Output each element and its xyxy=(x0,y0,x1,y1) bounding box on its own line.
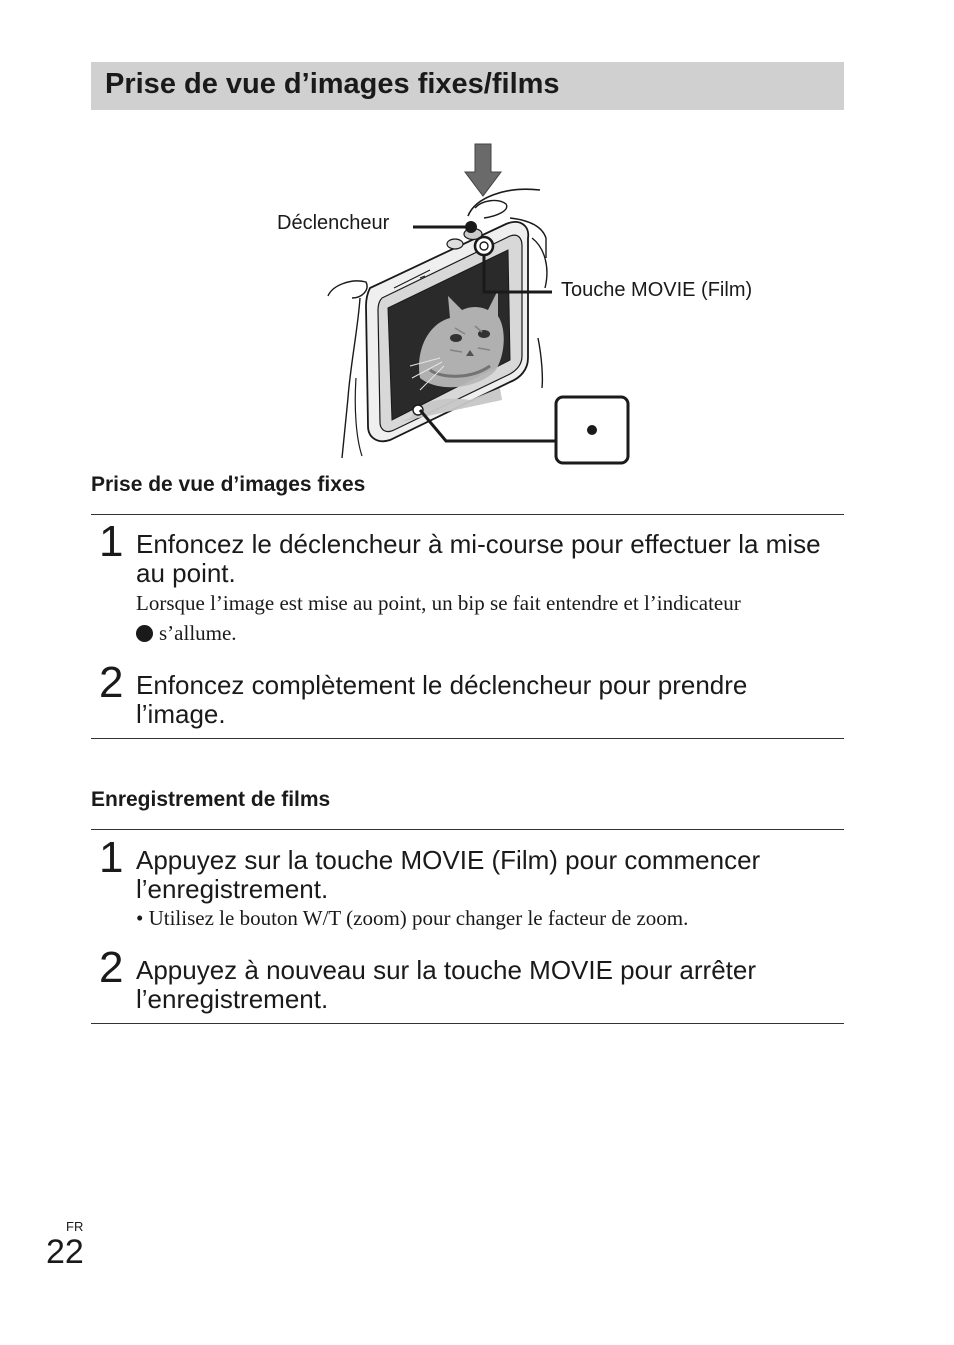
page-title: Prise de vue d’images fixes/films xyxy=(105,68,560,100)
language-code: FR xyxy=(66,1219,84,1234)
divider xyxy=(91,1023,844,1024)
press-arrow-icon xyxy=(465,144,501,196)
still-section-heading: Prise de vue d’images fixes xyxy=(91,473,366,496)
still-step-1 xyxy=(91,517,844,650)
step-number: 1 xyxy=(99,517,124,566)
movie-section-heading: Enregistrement de films xyxy=(91,788,331,811)
movie-step-2 xyxy=(91,943,844,1016)
step-number: 2 xyxy=(99,943,124,992)
step-number: 1 xyxy=(99,833,124,882)
camera-illustration xyxy=(270,138,790,468)
movie-step-1 xyxy=(91,833,844,936)
step-note xyxy=(136,588,841,648)
still-step-2 xyxy=(91,658,844,731)
step-text: Appuyez sur la touche MOVIE (Film) pour commencer l’enregistrement. xyxy=(136,845,761,904)
callout-shutter: Déclencheur xyxy=(277,212,390,234)
step-note-line1: Lorsque l’image est mise au point, un bip se fait entendre et l’indicateur xyxy=(136,591,741,615)
camera-drawing xyxy=(270,138,790,468)
title-bar xyxy=(91,62,844,110)
step-number: 2 xyxy=(99,658,124,707)
divider xyxy=(91,514,844,515)
callout-movie-button: Touche MOVIE (Film) xyxy=(561,279,753,301)
page-number: 22 xyxy=(46,1233,84,1271)
indicator-dot-icon xyxy=(587,425,597,435)
step-text: Appuyez à nouveau sur la touche MOVIE pour arrêter l’enregistrement. xyxy=(136,955,757,1014)
step-text: Enfoncez complètement le déclencheur pour prendre l’image. xyxy=(136,670,748,729)
step-note: • Utilisez le bouton W/T (zoom) pour changer le facteur de zoom. xyxy=(136,906,689,930)
step-text: Enfoncez le déclencheur à mi-course pour effectuer la mise au point. xyxy=(136,529,821,588)
divider xyxy=(91,829,844,830)
divider xyxy=(91,738,844,739)
step-note-line2: s’allume. xyxy=(159,621,237,645)
indicator-dot-icon xyxy=(136,625,153,642)
